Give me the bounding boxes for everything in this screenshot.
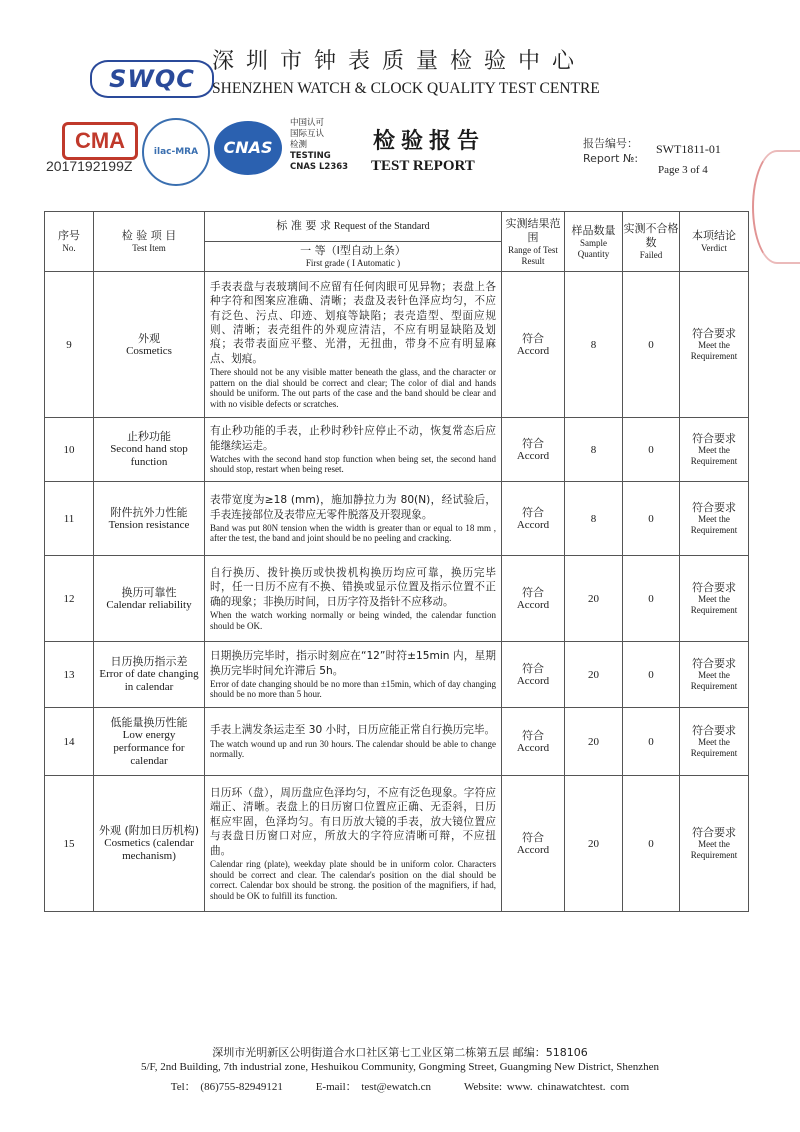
test-item-cn: 外观	[138, 331, 160, 345]
requirement-en: There should not be any visible matter beneath the glass, and the character or pattern on the dial should be correct and clear; The color of dial and hands should be uniform. The out parts of the case and the band should be clear and with no visible defects or scratches.	[210, 367, 496, 409]
verdict-cn: 符合要求	[692, 581, 736, 594]
report-number-label	[583, 136, 663, 166]
header-item-cn: 检 验 项 目	[121, 229, 177, 242]
test-item	[94, 708, 205, 776]
cnas-logo: CNAS	[214, 121, 282, 175]
test-item	[94, 272, 205, 418]
footer-tel: Tel： (86)755-82949121	[170, 1081, 283, 1093]
failed-count: 0	[623, 482, 680, 556]
requirement-cn: 手表表盘与表玻璃间不应留有任何肉眼可见异物；表盘上各种字符和图案应准确、清晰；表盘及表针色泽应均匀，不应有泛色、污点、印迹、划痕等缺陷；表壳造型、型面应规则、清晰；表壳组件的外观应清洁，不应有明显缺陷及划痕；表带表面应平整、光滑，无扭曲，带身不应有明显麻点、划痕。	[210, 280, 496, 365]
verdict-cn: 符合要求	[692, 657, 736, 670]
result-cn: 符合	[522, 830, 544, 844]
report-number-label-en: Report №:	[583, 152, 639, 165]
failed-count: 0	[623, 556, 680, 642]
requirement-en: Watches with the second hand stop function when being set, the second hand should stop, restart when being reset.	[210, 453, 496, 475]
table-row	[45, 642, 749, 708]
sample-quantity: 20	[565, 556, 623, 642]
verdict-cn: 符合要求	[692, 724, 736, 737]
header-verdict	[680, 212, 749, 272]
failed-count: 0	[623, 708, 680, 776]
test-result	[502, 642, 565, 708]
verdict-en: Meet the Requirement	[690, 514, 738, 535]
verdict-en: Meet the Requirement	[690, 594, 738, 615]
row-number: 15	[45, 776, 94, 912]
table-row	[45, 482, 749, 556]
row-number: 12	[45, 556, 94, 642]
footer-contacts	[0, 1078, 800, 1094]
report-number: SWT1811-01	[656, 142, 721, 156]
requirement-cn: 有止秒功能的手表，止秒时秒针应停止不动，恢复常态后应能继续运走。	[210, 425, 496, 452]
test-item-cn: 附件抗外力性能	[110, 505, 188, 519]
header-item	[94, 212, 205, 272]
requirement-en: Error of date changing should be no more than ±15min, which of day changing should be no more than 5 hour.	[210, 678, 496, 700]
footer-address-cn: 深圳市光明新区公明街道合水口社区第七工业区第二栋第五层 邮编：518106	[212, 1046, 588, 1059]
test-item	[94, 482, 205, 556]
verdict-en: Meet the Requirement	[690, 670, 738, 691]
standard-requirement	[205, 642, 502, 708]
standard-requirement	[205, 272, 502, 418]
test-result	[502, 556, 565, 642]
requirement-cn: 日期换历完毕时，指示时刻应在“12”时符±15min 内，星期换历完毕时间允许滞后 5h。	[210, 650, 496, 677]
swqc-logo: SWQC	[90, 60, 214, 98]
test-item	[94, 776, 205, 912]
test-item-cn: 外观 (附加日历机构)	[98, 824, 200, 837]
requirement-cn: 手表上满发条运走至 30 小时，日历应能正常自行换历完毕。	[210, 724, 496, 737]
header-grade-en: First grade ( I Automatic )	[305, 258, 401, 268]
header-no	[45, 212, 94, 272]
row-number: 10	[45, 418, 94, 482]
standard-requirement	[205, 708, 502, 776]
requirement-en: Calendar ring (plate), weekday plate should be in uniform color. Characters should be correct and clear. The calendar's position on the dial should be correct. Calendar box should be strong. the position of the magnifiers, if had, should be OK to fulfill its function.	[210, 859, 496, 901]
header-range-en: Range of Test Result	[508, 244, 558, 266]
footer-website[interactable]: Website: www. chinawatchtest. com	[463, 1081, 630, 1093]
organization-name-en: SHENZHEN WATCH & CLOCK QUALITY TEST CENTRE	[212, 80, 600, 97]
row-number: 11	[45, 482, 94, 556]
standard-requirement	[205, 418, 502, 482]
result-en: Accord	[516, 843, 550, 856]
header-quantity-cn: 样品数量	[571, 223, 616, 237]
accreditation-text	[290, 118, 360, 173]
test-result	[502, 272, 565, 418]
test-item	[94, 556, 205, 642]
cma-logo: CMA	[62, 122, 138, 160]
test-result	[502, 418, 565, 482]
test-item-en: Cosmetics	[126, 344, 172, 357]
header-standard	[205, 212, 502, 242]
accred-line: 国际互认	[290, 129, 325, 139]
seal-stamp	[752, 150, 800, 264]
test-item-cn: 日历换历指示差	[110, 655, 188, 668]
table-row	[45, 776, 749, 912]
report-number-label-cn: 报告编号：	[583, 137, 638, 150]
verdict-en: Meet the Requirement	[690, 737, 738, 758]
table-row	[45, 418, 749, 482]
header-failed	[623, 212, 680, 272]
report-title-cn: 检验报告	[373, 128, 486, 154]
table-header-row	[45, 212, 749, 242]
sample-quantity: 8	[565, 272, 623, 418]
test-item-cn: 低能量换历性能	[110, 715, 188, 729]
result-en: Accord	[516, 449, 550, 462]
test-item-en: Low energy performance for calendar	[113, 728, 185, 767]
verdict	[680, 776, 749, 912]
header-item-en: Test Item	[132, 243, 166, 253]
result-en: Accord	[516, 344, 550, 357]
ilac-mra-logo: ilac-MRA	[142, 118, 210, 186]
header-standard-en: Request of the Standard	[333, 221, 430, 232]
result-cn: 符合	[522, 661, 544, 675]
test-item-en: Tension resistance	[108, 518, 190, 531]
requirement-cn: 日历环（盘），周历盘应色泽均匀，不应有泛色现象。字符应端正、清晰。表盘上的日历窗口位置应正确、无歪斜，日历框应牢固，色泽均匀。有日历放大镜的手表，放大镜位置应与表盘日历窗口对应，所放大的字符应清晰可辩，不应扭曲。	[210, 786, 496, 857]
test-item-en: Cosmetics (calendar mechanism)	[104, 837, 194, 862]
organization-name-cn: 深圳市钟表质量检验中心	[212, 49, 587, 74]
footer-email[interactable]: E-mail： test@ewatch.cn	[315, 1081, 432, 1093]
test-item	[94, 418, 205, 482]
row-number: 9	[45, 272, 94, 418]
sample-quantity: 8	[565, 482, 623, 556]
test-item-en: Second hand stop function	[110, 443, 188, 468]
requirement-en: The watch wound up and run 30 hours. The calendar should be able to change normally.	[210, 738, 496, 760]
standard-requirement	[205, 776, 502, 912]
result-cn: 符合	[522, 728, 544, 742]
result-cn: 符合	[522, 331, 544, 345]
table-row	[45, 556, 749, 642]
table-row	[45, 272, 749, 418]
standard-requirement	[205, 482, 502, 556]
verdict-en: Meet the Requirement	[690, 839, 738, 860]
header-failed-cn: 实测不合格数	[623, 222, 679, 249]
header-quantity	[565, 212, 623, 272]
accred-line: CNAS L2363	[290, 162, 349, 172]
test-item-en: Error of date changing in calendar	[99, 668, 199, 693]
verdict	[680, 272, 749, 418]
verdict-cn: 符合要求	[692, 501, 736, 514]
row-number: 14	[45, 708, 94, 776]
result-en: Accord	[516, 741, 550, 754]
header-grade-cn: 一 等（Ⅰ型自动上条）	[300, 244, 406, 257]
verdict	[680, 418, 749, 482]
header-no-en: No.	[62, 243, 76, 253]
sample-quantity: 20	[565, 776, 623, 912]
sample-quantity: 8	[565, 418, 623, 482]
result-cn: 符合	[522, 505, 544, 519]
header-no-cn: 序号	[58, 229, 80, 242]
header-verdict-en: Verdict	[701, 243, 727, 253]
requirement-en: Band was put 80N tension when the width is greater than or equal to 18 mm , after the test, the band and joint should be no peeling and cracking.	[210, 522, 496, 544]
result-cn: 符合	[522, 585, 544, 599]
test-result	[502, 776, 565, 912]
header-range-cn: 实测结果范围	[505, 216, 561, 244]
header-verdict-cn: 本项结论	[692, 229, 736, 242]
test-item-en: Calendar reliability	[106, 598, 192, 611]
failed-count: 0	[623, 776, 680, 912]
accred-line: 中国认可	[290, 118, 325, 128]
requirement-en: When the watch working normally or being winded, the calendar function should be OK.	[210, 610, 496, 631]
test-result	[502, 482, 565, 556]
test-item-cn: 止秒功能	[127, 430, 171, 443]
requirement-cn: 表带宽度为≥18 (mm)，施加静拉力为 80(N)，经试验后，手表连接部位及表带应无零件脱落及开裂现象。	[210, 494, 496, 521]
failed-count: 0	[623, 642, 680, 708]
header-standard-cn: 标 准 要 求	[276, 219, 331, 232]
verdict-en: Meet the Requirement	[690, 445, 738, 466]
test-result	[502, 708, 565, 776]
accred-line: 检测	[290, 140, 308, 150]
test-item-cn: 换历可靠性	[121, 585, 177, 599]
verdict	[680, 708, 749, 776]
footer-address-en: 5/F, 2nd Building, 7th industrial zone, Heshuikou Community, Gongming Street, Guangming New District, Shenzhen	[140, 1061, 660, 1073]
verdict	[680, 642, 749, 708]
result-en: Accord	[516, 598, 550, 611]
test-item	[94, 642, 205, 708]
verdict	[680, 482, 749, 556]
verdict-cn: 符合要求	[692, 327, 736, 340]
table-row	[45, 708, 749, 776]
page-number: Page 3 of 4	[658, 164, 708, 176]
sample-quantity: 20	[565, 708, 623, 776]
header-failed-en: Failed	[639, 250, 663, 260]
verdict-cn: 符合要求	[692, 826, 736, 839]
verdict	[680, 556, 749, 642]
result-cn: 符合	[522, 436, 544, 450]
failed-count: 0	[623, 272, 680, 418]
header-quantity-en: Sample Quantity	[577, 237, 610, 259]
result-en: Accord	[516, 674, 550, 687]
header-range	[502, 212, 565, 272]
failed-count: 0	[623, 418, 680, 482]
verdict-en: Meet the Requirement	[690, 340, 738, 361]
header-grade	[205, 242, 502, 272]
cma-code: 2017192199Z	[46, 158, 133, 174]
test-report-table	[44, 211, 749, 912]
standard-requirement	[205, 556, 502, 642]
verdict-cn: 符合要求	[692, 432, 736, 445]
result-en: Accord	[516, 518, 550, 531]
accred-line: TESTING	[290, 151, 331, 161]
requirement-cn: 自行换历、拨针换历或快拨机构换历均应可靠，换历完毕时，任一日历不应有不换、错换或显示位置及指示位置不正确的现象；非换历时间，日历字符及指针不应移动。	[210, 566, 496, 608]
sample-quantity: 20	[565, 642, 623, 708]
report-title-en: TEST REPORT	[371, 158, 475, 174]
row-number: 13	[45, 642, 94, 708]
